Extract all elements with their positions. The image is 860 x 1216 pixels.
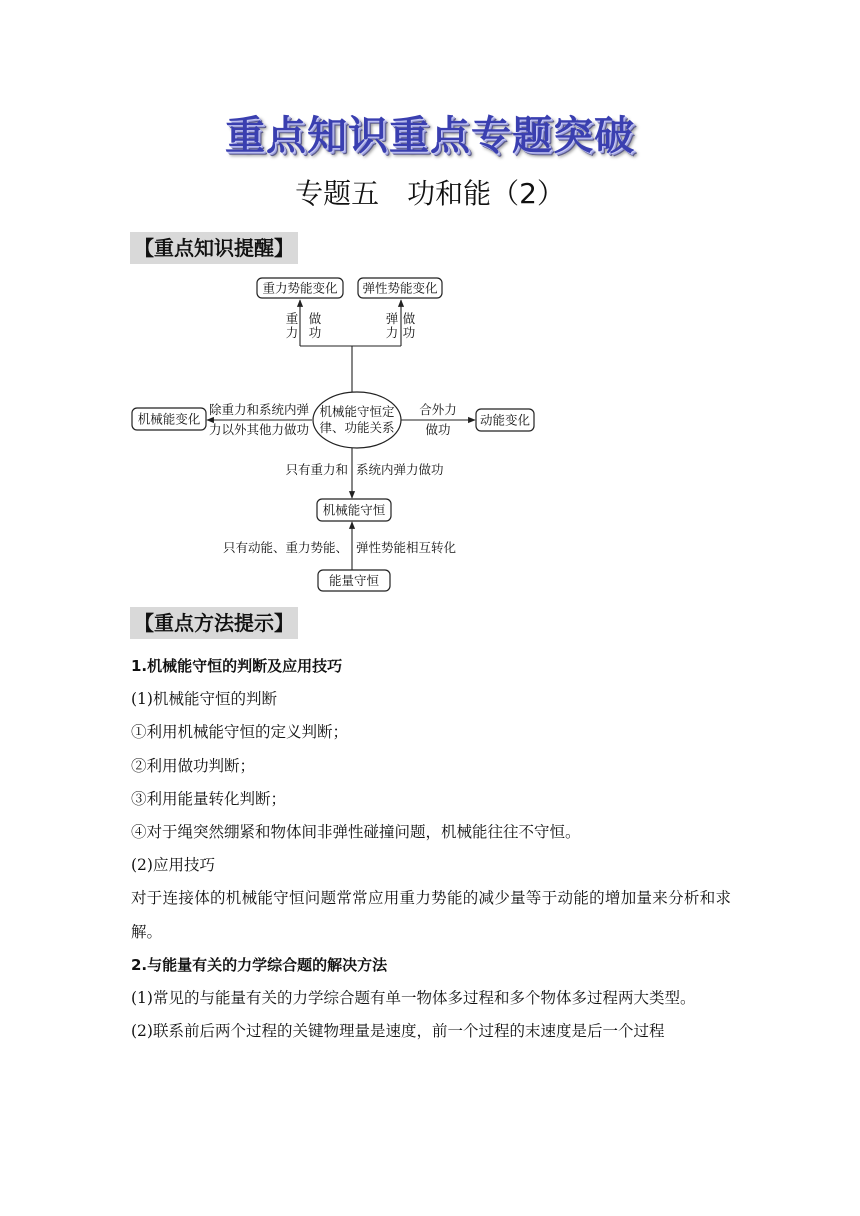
label-internal-elastic-work: 系统内弹力做功: [356, 462, 444, 477]
box-mechanical-energy-conservation-label: 机械能守恒: [322, 502, 386, 518]
label-net-force-line1: 合外力: [419, 402, 457, 417]
paragraph-velocity-link: (2)联系前后两个过程的关键物理量是速度，前一个过程的末速度是后一个过程: [131, 1022, 665, 1041]
label-work-left-char1: 做: [308, 311, 322, 326]
box-energy-conservation-label: 能量守恒: [328, 573, 380, 588]
banner-title: 重点知识重点专题突破: [225, 113, 635, 159]
box-gravitational-pe-change-label: 重力势能变化: [262, 280, 338, 296]
label-gravity-char1: 重: [285, 311, 299, 326]
paragraph-connected-bodies: 对于连接体的机械能守恒问题常常应用重力势能的减少量等于动能的增加量来分析和求解。: [131, 889, 731, 941]
label-net-force-line2: 做功: [425, 422, 451, 437]
heading-conservation-skills: 1.机械能守恒的判断及应用技巧: [131, 657, 343, 675]
label-work-right-char1: 做: [402, 311, 416, 326]
box-mechanical-energy-change-label: 机械能变化: [137, 411, 201, 427]
paragraph-application: (2)应用技巧: [131, 856, 215, 875]
paragraph-item-3: ③利用能量转化判断；: [131, 789, 287, 808]
label-elastic-pe-conversion: 弹性势能相互转化: [356, 540, 457, 555]
paragraph-problem-types: (1)常见的与能量有关的力学综合题有单一物体多过程和多个物体多过程两大类型。: [131, 988, 696, 1007]
page-title: 专题五 功和能（2）: [295, 177, 565, 210]
label-only-gravity: 只有重力和: [285, 462, 348, 477]
paragraph-item-1: ①利用机械能守恒的定义判断；: [131, 723, 349, 742]
central-concept-line2: 律、功能关系: [319, 420, 395, 435]
label-work-left-char2: 功: [308, 325, 322, 340]
box-elastic-pe-change-label: 弹性势能变化: [362, 280, 438, 296]
method-content: [131, 650, 731, 1048]
paragraph-judgement: (1)机械能守恒的判断: [131, 690, 277, 709]
paragraph-item-4: ④对于绳突然绷紧和物体间非弹性碰撞问题，机械能往往不守恒。: [131, 822, 581, 841]
central-concept-line1: 机械能守恒定: [319, 404, 395, 419]
label-other-forces-line2: 力以外其他力做功: [208, 422, 310, 437]
label-work-right-char2: 功: [402, 325, 416, 340]
label-other-forces-line1: 除重力和系统内弹: [208, 402, 310, 417]
section-heading-knowledge: 【重点知识提醒】: [130, 232, 298, 264]
label-gravity-char2: 力: [285, 325, 299, 340]
label-only-kinetic-potential: 只有动能、重力势能、: [222, 540, 348, 555]
paragraph-item-2: ②利用做功判断；: [131, 756, 256, 775]
box-kinetic-energy-change-label: 动能变化: [479, 412, 531, 428]
section-heading-methods: 【重点方法提示】: [130, 607, 298, 639]
heading-comprehensive-problems: 2.与能量有关的力学综合题的解决方法: [131, 955, 388, 974]
label-elastic-char2: 力: [385, 325, 399, 340]
label-elastic-char1: 弹: [385, 311, 399, 326]
